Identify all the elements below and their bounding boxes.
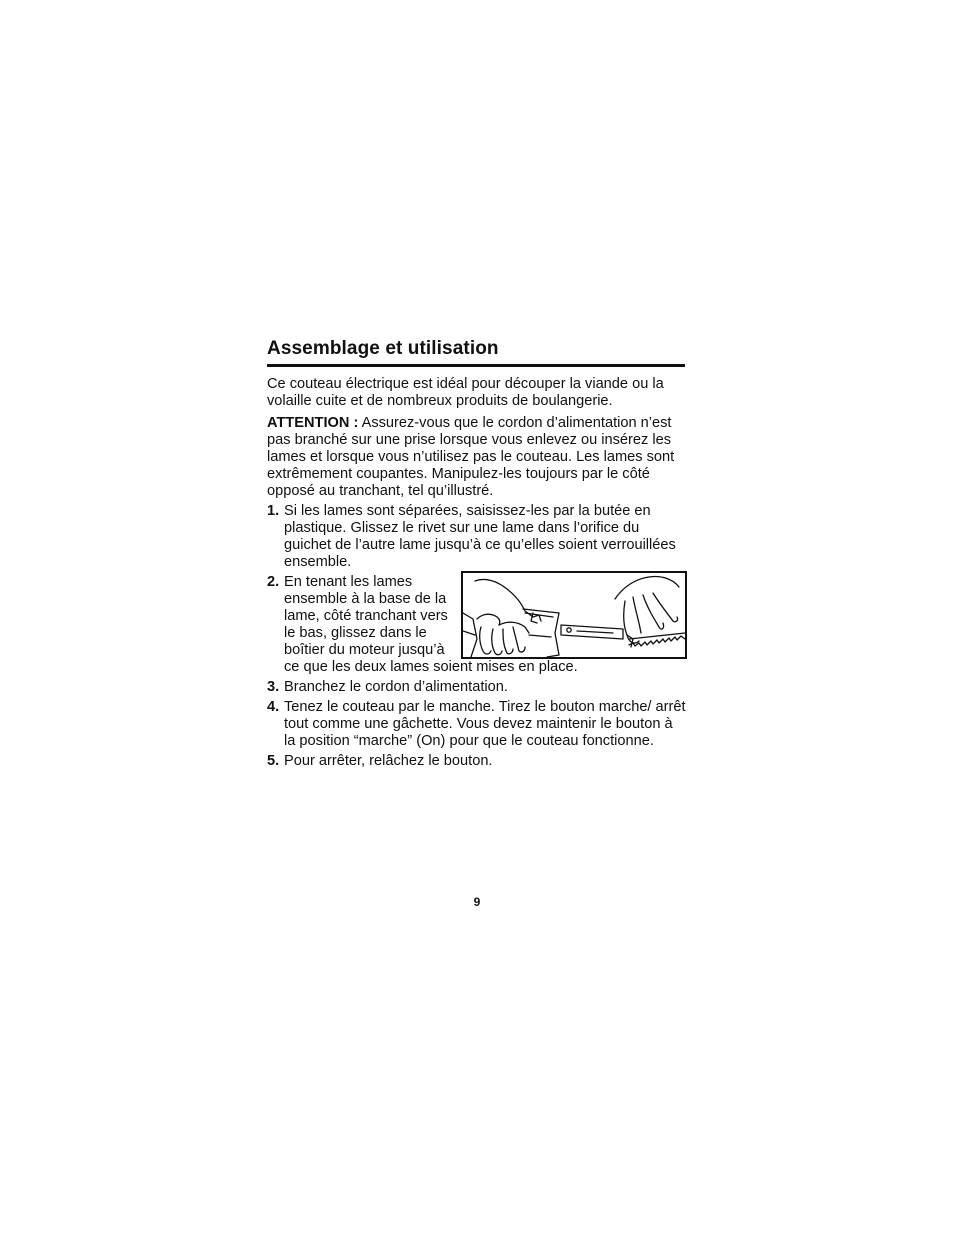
step-text: Si les lames sont séparées, saisissez-les par la butée en plastique. Glissez le rivet sur une lame dans l’orifice du guichet de l’autre lame jusqu’à ce qu’elles soient verrouillées ensemble.: [284, 503, 676, 570]
warning-text: Assurez-vous que le cordon d’alimentation n’est pas branché sur une prise lorsque vous enlevez ou insérez les lames et lorsque vous n’utilisez pas le couteau. Les lames sont extrêmement coupantes. Manipulez-les toujours par le côté opposé au tranchant, tel qu’illustré.: [267, 415, 675, 499]
warning-label: ATTENTION :: [267, 415, 359, 431]
step-text: Pour arrêter, relâchez le bouton.: [284, 753, 493, 769]
step-number: 4.: [267, 699, 280, 715]
page-number: 9: [473, 895, 481, 909]
step-number: 1.: [267, 503, 280, 519]
step-text: Tenez le couteau par le manche. Tirez le bouton marche/ arrêt tout comme une gâchette. Vous devez maintenir le bouton à la position “marche” (On) pour que le couteau fonctionne.: [284, 699, 686, 749]
warning-paragraph: [267, 415, 687, 500]
step-number: 5.: [267, 753, 280, 769]
intro-paragraph: Ce couteau électrique est idéal pour découper la viande ou la volaille cuite et de nombreux produits de boulangerie.: [267, 376, 664, 409]
step-number: 2.: [267, 574, 280, 590]
step-text: Branchez le cordon d’alimentation.: [284, 679, 508, 695]
step-item-5: [267, 753, 687, 770]
section-title: Assemblage et utilisation: [267, 338, 499, 359]
blade-insertion-illustration: [461, 571, 687, 659]
title-rule: [267, 364, 685, 367]
step-item-1: [267, 503, 687, 571]
step-item-3: [267, 679, 687, 696]
assembly-section: [267, 337, 687, 773]
step-number: 3.: [267, 679, 280, 695]
step-text: En tenant les lames ensemble à la base de la lame, côté tranchant vers le bas, glissez dans le boîtier du moteur jusqu’à ce que les deux lames soient mises en place.: [284, 574, 578, 675]
steps-list: [267, 503, 687, 770]
step-item-4: [267, 699, 687, 750]
step-item-2: [267, 574, 687, 676]
hands-knife-drawing: [463, 573, 685, 657]
